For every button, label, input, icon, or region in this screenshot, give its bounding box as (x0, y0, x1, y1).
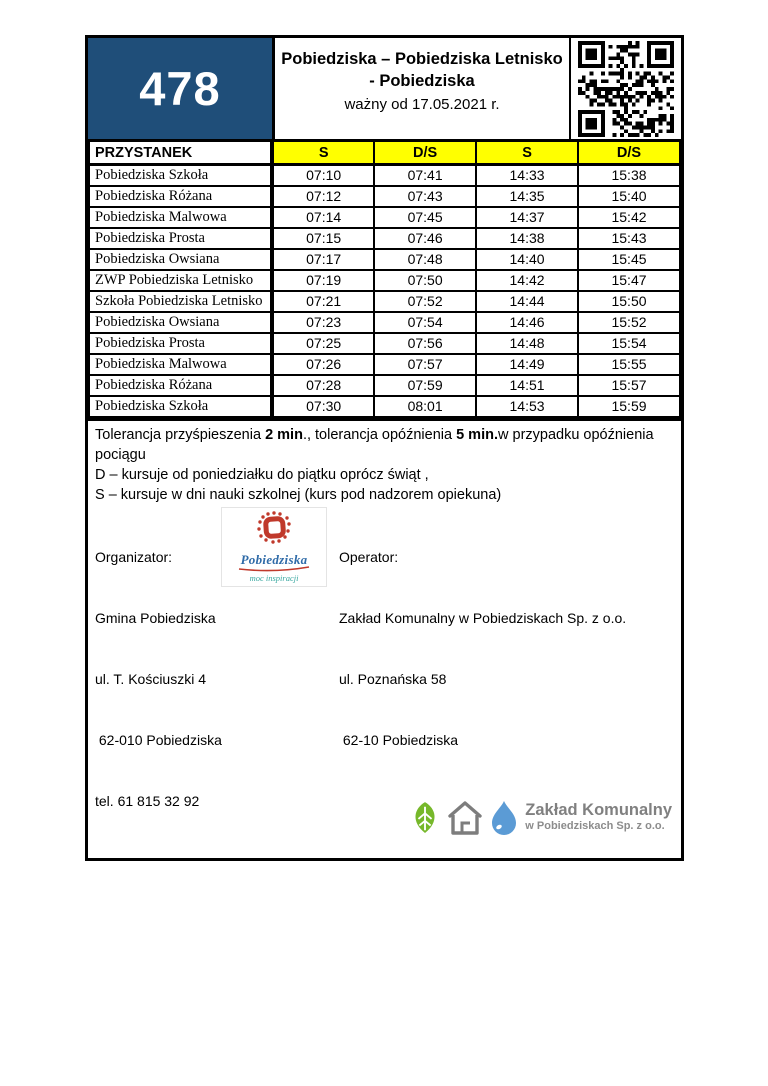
document-footer (88, 418, 681, 858)
time-cell: 07:12 (272, 186, 374, 207)
tolerance-text-1: Tolerancja przyśpieszenia (95, 426, 266, 443)
time-cell: 07:23 (272, 312, 374, 333)
table-row (89, 333, 680, 354)
time-cell: 07:14 (272, 207, 374, 228)
organizer-street: ul. T. Kościuszki 4 (95, 670, 207, 687)
time-cell: 14:37 (476, 207, 578, 228)
stop-name: Szkoła Pobiedziska Letnisko (89, 291, 272, 312)
stop-name: ZWP Pobiedziska Letnisko (89, 270, 272, 291)
qr-box (571, 38, 681, 139)
stop-name: Pobiedziska Prosta (89, 333, 272, 354)
time-cell: 08:01 (374, 396, 476, 417)
time-cell: 14:51 (476, 375, 578, 396)
title-box (275, 38, 571, 139)
time-cell: 07:28 (272, 375, 374, 396)
tolerance-bold-2: 5 min. (456, 426, 498, 443)
document-header (88, 38, 681, 139)
pobiedziska-logo (221, 507, 327, 587)
time-cell: 15:42 (578, 207, 680, 228)
organizer-label: Organizator: (95, 549, 173, 566)
table-row (89, 291, 680, 312)
column-header-s1: S (272, 141, 374, 165)
time-cell: 14:53 (476, 396, 578, 417)
zaklad-logo-title: Zakład Komunalny (525, 801, 672, 820)
time-cell: 15:57 (578, 375, 680, 396)
organizer-name: Gmina Pobiedziska (95, 609, 216, 626)
table-row (89, 270, 680, 291)
water-drop-icon (490, 800, 518, 836)
time-cell: 07:41 (374, 165, 476, 186)
zaklad-logo-text (525, 802, 672, 833)
time-cell: 15:50 (578, 291, 680, 312)
stop-name: Pobiedziska Różana (89, 375, 272, 396)
stop-name: Pobiedziska Malwowa (89, 354, 272, 375)
time-cell: 07:19 (272, 270, 374, 291)
tolerance-text-3: w przypadku opóźnienia pociągu (95, 426, 654, 463)
table-row (89, 354, 680, 375)
time-cell: 07:25 (272, 333, 374, 354)
time-cell: 07:26 (272, 354, 374, 375)
operator-city: 62-10 Pobiedziska (339, 731, 459, 748)
operator-name: Zakład Komunalny w Pobiedziskach Sp. z o.o. (339, 609, 627, 626)
stop-name: Pobiedziska Różana (89, 186, 272, 207)
stop-name: Pobiedziska Owsiana (89, 312, 272, 333)
time-cell: 07:10 (272, 165, 374, 186)
table-row (89, 228, 680, 249)
time-cell: 07:45 (374, 207, 476, 228)
time-cell: 14:49 (476, 354, 578, 375)
zaklad-logo-subtitle: w Pobiedziskach Sp. z o.o. (525, 820, 665, 833)
time-cell: 15:55 (578, 354, 680, 375)
time-cell: 07:56 (374, 333, 476, 354)
time-cell: 15:43 (578, 228, 680, 249)
time-cell: 07:54 (374, 312, 476, 333)
time-cell: 14:46 (476, 312, 578, 333)
time-cell: 07:59 (374, 375, 476, 396)
organizer-operator-row (95, 507, 674, 852)
legend-line-d: D – kursuje od poniedziałku do piątku oprócz świąt , (95, 466, 429, 483)
time-cell: 15:38 (578, 165, 680, 186)
pobiedziska-logo-name: Pobiedziska (240, 551, 308, 567)
time-cell: 07:50 (374, 270, 476, 291)
pobiedziska-dotted-square-icon (245, 511, 303, 547)
time-cell: 07:30 (272, 396, 374, 417)
tolerance-text-2: ., tolerancja opóźnienia (302, 426, 457, 443)
time-cell: 07:48 (374, 249, 476, 270)
time-cell: 15:47 (578, 270, 680, 291)
timetable-document (85, 35, 684, 861)
table-row (89, 165, 680, 186)
timetable (88, 139, 681, 418)
time-cell: 15:52 (578, 312, 680, 333)
tolerance-note (95, 425, 674, 465)
time-cell: 14:35 (476, 186, 578, 207)
time-cell: 07:17 (272, 249, 374, 270)
timetable-body (89, 165, 680, 417)
time-cell: 15:45 (578, 249, 680, 270)
route-badge (88, 38, 275, 139)
time-cell: 14:38 (476, 228, 578, 249)
stop-name: Pobiedziska Owsiana (89, 249, 272, 270)
zaklad-komunalny-logo (410, 800, 672, 836)
time-cell: 15:40 (578, 186, 680, 207)
leaf-icon (410, 800, 440, 836)
time-cell: 07:21 (272, 291, 374, 312)
house-icon (447, 800, 483, 836)
column-header-s2: S (476, 141, 578, 165)
time-cell: 07:15 (272, 228, 374, 249)
time-cell: 07:52 (374, 291, 476, 312)
table-row (89, 249, 680, 270)
time-cell: 14:40 (476, 249, 578, 270)
route-title-line2: - Pobiedziska (369, 71, 475, 90)
time-cell: 07:46 (374, 228, 476, 249)
time-cell: 07:57 (374, 354, 476, 375)
time-cell: 15:59 (578, 396, 680, 417)
table-row (89, 186, 680, 207)
operator-street: ul. Poznańska 58 (339, 670, 447, 687)
time-cell: 15:54 (578, 333, 680, 354)
qr-code-icon (578, 41, 674, 137)
table-row (89, 396, 680, 417)
time-cell: 14:33 (476, 165, 578, 186)
operator-label: Operator: (339, 549, 399, 566)
table-row (89, 312, 680, 333)
legend-line-s: S – kursuje w dni nauki szkolnej (kurs pod nadzorem opiekuna) (95, 486, 502, 503)
organizer-city: 62-010 Pobiedziska (95, 731, 222, 748)
time-cell: 14:48 (476, 333, 578, 354)
column-header-ds1: D/S (374, 141, 476, 165)
time-cell: 07:43 (374, 186, 476, 207)
stop-name: Pobiedziska Prosta (89, 228, 272, 249)
organizer-block (95, 507, 221, 852)
pobiedziska-logo-tagline: moc inspiracji (249, 572, 299, 583)
organizer-phone: tel. 61 815 32 92 (95, 792, 200, 809)
stop-name: Pobiedziska Malwowa (89, 207, 272, 228)
column-header-ds2: D/S (578, 141, 680, 165)
stop-name: Pobiedziska Szkoła (89, 396, 272, 417)
route-title-line1: Pobiedziska – Pobiedziska Letnisko (281, 50, 563, 68)
timetable-header-row (89, 141, 680, 165)
time-cell: 14:44 (476, 291, 578, 312)
tolerance-bold-1: 2 min (265, 426, 303, 443)
stop-name: Pobiedziska Szkoła (89, 165, 272, 186)
route-number: 478 (139, 62, 221, 115)
table-row (89, 375, 680, 396)
time-cell: 14:42 (476, 270, 578, 291)
table-row (89, 207, 680, 228)
valid-from-date: ważny od 17.05.2021 r. (344, 95, 500, 113)
stop-column-header: PRZYSTANEK (89, 141, 272, 165)
